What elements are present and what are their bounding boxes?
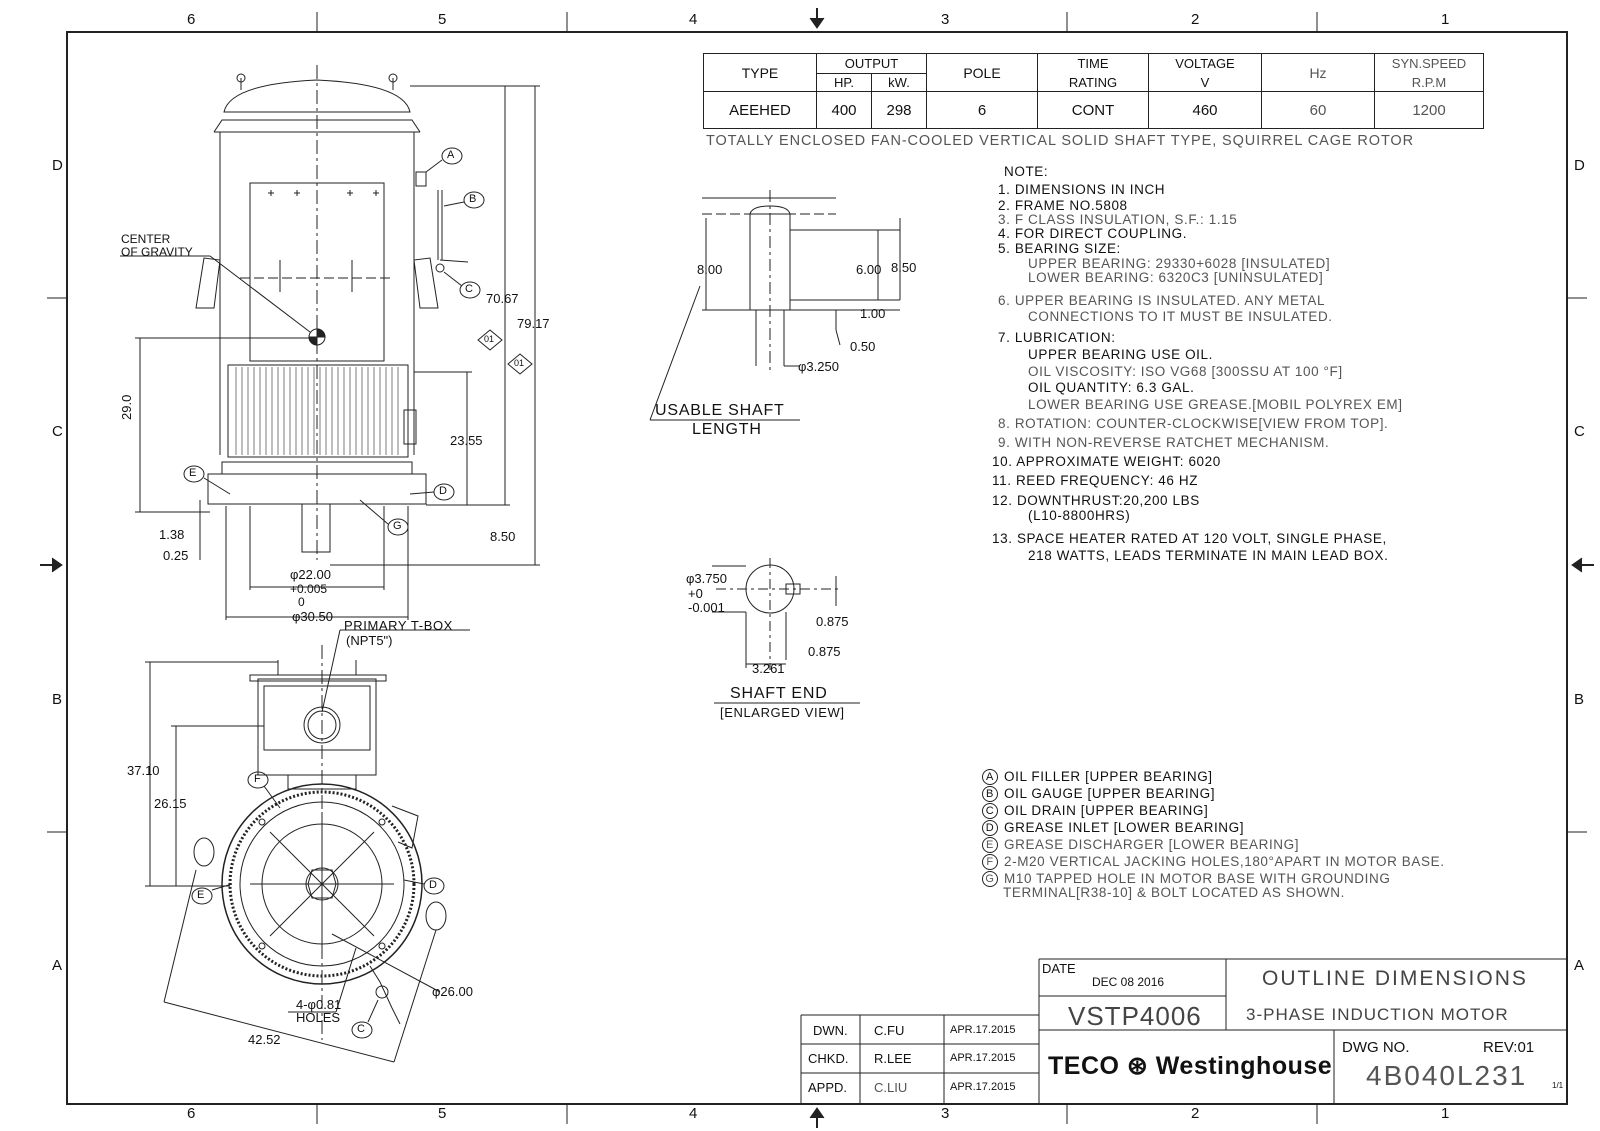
zone-right-c: C [1574, 423, 1585, 440]
shaft-dim-0-50: 0.50 [850, 339, 876, 354]
zone-top-6: 6 [187, 11, 196, 28]
legend-e: E GREASE DISCHARGER [LOWER BEARING] [982, 837, 1299, 853]
shaft-end-tol-1: +0 [688, 586, 703, 601]
spec-table [703, 53, 1484, 129]
note-2: 2. FRAME NO.5808 [998, 198, 1128, 213]
zone-left-b: B [52, 691, 63, 708]
note-11: 11. REED FREQUENCY: 46 HZ [992, 473, 1199, 488]
spec-header-voltage-2: V [1149, 74, 1262, 92]
spec-header-time-1: TIME [1038, 54, 1149, 74]
usable-shaft-length: LENGTH [692, 421, 762, 438]
shaft-dim-1-00: 1.00 [860, 306, 886, 321]
zone-top-1: 1 [1441, 11, 1450, 28]
dim-tol-plus: +0.005 [290, 582, 328, 596]
chkd-date: APR.17.2015 [950, 1052, 1016, 1064]
dim-79-17: 79.17 [517, 316, 550, 331]
dim-8-50: 8.50 [490, 529, 516, 544]
shaft-end-subtitle: [ENLARGED VIEW] [720, 705, 845, 720]
revision: REV:01 [1483, 1039, 1535, 1056]
dwn-role: DWN. [813, 1023, 848, 1038]
zone-top-2: 2 [1191, 11, 1200, 28]
dwn-name: C.FU [874, 1023, 905, 1038]
holes-label-1: 4-φ0.81 [296, 997, 342, 1012]
shaft-dim-8-50: 8.50 [891, 260, 917, 275]
zone-right-b: B [1574, 691, 1585, 708]
holes-label-2: HOLES [296, 1010, 341, 1025]
dim-0-25: 0.25 [163, 548, 189, 563]
zone-bottom-5: 5 [438, 1105, 447, 1122]
spec-type: AEEHED [704, 92, 817, 129]
tag-a: A [447, 149, 455, 161]
spec-header-voltage-1: VOLTAGE [1149, 54, 1262, 74]
dim-29-0: 29.0 [119, 394, 134, 420]
appd-name: C.LIU [874, 1080, 908, 1095]
zone-top-5: 5 [438, 11, 447, 28]
shaft-end-key-b: 0.875 [808, 644, 841, 659]
cg-label-1: CENTER [121, 232, 171, 246]
appd-date: APR.17.2015 [950, 1081, 1016, 1093]
shaft-dim-6-00: 6.00 [856, 262, 882, 277]
note-3: 3. F CLASS INSULATION, S.F.: 1.15 [998, 212, 1238, 227]
tag-d: D [439, 485, 447, 497]
legend-a: A OIL FILLER [UPPER BEARING] [982, 769, 1213, 785]
legend-d: D GREASE INLET [LOWER BEARING] [982, 820, 1244, 836]
spec-header-output: OUTPUT [817, 54, 927, 74]
spec-header-speed-1: SYN.SPEED [1375, 54, 1484, 74]
tag-b: B [469, 193, 477, 205]
tag-f: F [254, 773, 261, 785]
note-13: 13. SPACE HEATER RATED AT 120 VOLT, SINGLE PHASE, [992, 531, 1387, 546]
zone-left-d: D [52, 157, 63, 174]
shaft-dim-8-00: 8.00 [697, 262, 723, 277]
chkd-role: CHKD. [808, 1051, 849, 1066]
dim-22-00: φ22.00 [290, 567, 331, 582]
dwn-date: APR.17.2015 [950, 1024, 1016, 1036]
shaft-end-tol-2: -0.001 [688, 600, 725, 615]
tag-d-plan: D [429, 879, 437, 891]
dim-70-67: 70.67 [486, 291, 519, 306]
dim-1-38: 1.38 [159, 527, 185, 542]
dim-42-52: 42.52 [248, 1032, 281, 1047]
spec-header-pole: POLE [927, 54, 1038, 92]
brand-logo: TECO ⊛ Westinghouse [1048, 1052, 1333, 1080]
datum-01-b: 01 [514, 358, 525, 368]
spec-header-kw: kW. [872, 74, 927, 92]
tag-e-plan: E [197, 889, 205, 901]
date-value: DEC 08 2016 [1092, 975, 1165, 989]
dwg-no-label: DWG NO. [1342, 1039, 1410, 1056]
legend-g: G M10 TAPPED HOLE IN MOTOR BASE WITH GROUNDING [982, 871, 1390, 887]
dim-23-55: 23.55 [450, 433, 483, 448]
date-label: DATE [1042, 961, 1076, 976]
note-7-oil: UPPER BEARING USE OIL. [1028, 347, 1213, 362]
note-10: 10. APPROXIMATE WEIGHT: 6020 [992, 454, 1221, 469]
spec-pole: 6 [927, 92, 1038, 129]
zone-bottom-3: 3 [941, 1105, 950, 1122]
legend-c: C OIL DRAIN [UPPER BEARING] [982, 803, 1208, 819]
zone-bottom-1: 1 [1441, 1105, 1450, 1122]
note-7-grease: LOWER BEARING USE GREASE.[MOBIL POLYREX EM] [1028, 397, 1403, 412]
tag-c: C [465, 283, 473, 295]
shaft-end-key-a: 0.875 [816, 614, 849, 629]
note-1: 1. DIMENSIONS IN INCH [998, 182, 1166, 197]
shaft-end-dia: φ3.750 [686, 571, 727, 586]
legend-b: B OIL GAUGE [UPPER BEARING] [982, 786, 1215, 802]
spec-header-type: TYPE [704, 54, 817, 92]
tbox-label: PRIMARY T-BOX [344, 618, 453, 633]
drawing-number: 4B040L231 [1366, 1060, 1528, 1091]
note-5-lower: LOWER BEARING: 6320C3 [UNINSULATED] [1028, 270, 1324, 285]
dim-26-00: φ26.00 [432, 984, 473, 999]
note-5: 5. BEARING SIZE: [998, 241, 1121, 256]
spec-hz: 60 [1262, 92, 1375, 129]
tbox-npt: (NPT5") [346, 633, 393, 648]
dim-26-15: 26.15 [154, 796, 187, 811]
dim-tol-zero: 0 [298, 595, 305, 609]
tag-c-plan: C [357, 1023, 365, 1035]
spec-header-hp: HP. [817, 74, 872, 92]
chkd-name: R.LEE [874, 1051, 912, 1066]
zone-top-3: 3 [941, 11, 950, 28]
tag-e: E [189, 467, 197, 479]
zone-top-4: 4 [689, 11, 698, 28]
zone-right-a: A [1574, 957, 1585, 974]
note-13-cont: 218 WATTS, LEADS TERMINATE IN MAIN LEAD BOX. [1028, 548, 1389, 563]
spec-voltage: 460 [1149, 92, 1262, 129]
note-12: 12. DOWNTHRUST:20,200 LBS [992, 493, 1200, 508]
note-6: 6. UPPER BEARING IS INSULATED. ANY METAL [998, 293, 1326, 308]
shaft-end-title: SHAFT END [730, 685, 828, 702]
legend-g-cont: TERMINAL[R38-10] & BOLT LOCATED AS SHOWN. [1003, 885, 1345, 900]
note-9: 9. WITH NON-REVERSE RATCHET MECHANISM. [998, 435, 1330, 450]
zone-right-d: D [1574, 157, 1585, 174]
zone-bottom-4: 4 [689, 1105, 698, 1122]
datum-01-a: 01 [484, 334, 495, 344]
notes-title: NOTE: [1004, 164, 1049, 179]
spec-time-rating: CONT [1038, 92, 1149, 129]
note-5-upper: UPPER BEARING: 29330+6028 [INSULATED] [1028, 256, 1331, 271]
zone-bottom-2: 2 [1191, 1105, 1200, 1122]
motor-description: TOTALLY ENCLOSED FAN-COOLED VERTICAL SOLID SHAFT TYPE, SQUIRREL CAGE ROTOR [706, 133, 1414, 149]
note-7-viscosity: OIL VISCOSITY: ISO VG68 [300SSU AT 100 °F] [1028, 364, 1343, 379]
shaft-dim-3-250: φ3.250 [798, 359, 839, 374]
shaft-end-3261: 3.261 [752, 661, 785, 676]
usable-shaft-label: USABLE SHAFT [655, 402, 785, 419]
note-4: 4. FOR DIRECT COUPLING. [998, 226, 1188, 241]
note-7: 7. LUBRICATION: [998, 330, 1116, 345]
note-12-cont: (L10-8800HRS) [1028, 508, 1131, 523]
note-7-quantity: OIL QUANTITY: 6.3 GAL. [1028, 380, 1195, 395]
spec-kw: 298 [872, 92, 927, 129]
drawing-title-2: 3-PHASE INDUCTION MOTOR [1246, 1005, 1509, 1024]
spec-header-hz: Hz [1262, 54, 1375, 92]
zone-bottom-6: 6 [187, 1105, 196, 1122]
dim-30-50: φ30.50 [292, 609, 333, 624]
model-number: VSTP4006 [1068, 1001, 1202, 1031]
legend-f: F 2-M20 VERTICAL JACKING HOLES,180°APART IN MOTOR BASE. [982, 854, 1445, 870]
note-8: 8. ROTATION: COUNTER-CLOCKWISE[VIEW FROM TOP]. [998, 416, 1389, 431]
appd-role: APPD. [808, 1080, 848, 1095]
cg-label-2: OF GRAVITY [121, 245, 193, 259]
spec-syn-speed: 1200 [1375, 92, 1484, 129]
zone-left-c: C [52, 423, 63, 440]
note-6-cont: CONNECTIONS TO IT MUST BE INSULATED. [1028, 309, 1333, 324]
spec-header-speed-2: R.P.M [1375, 74, 1484, 92]
spec-header-time-2: RATING [1038, 74, 1149, 92]
dim-37-10: 37.10 [127, 763, 160, 778]
zone-left-a: A [52, 957, 63, 974]
spec-hp: 400 [817, 92, 872, 129]
drawing-title-1: OUTLINE DIMENSIONS [1262, 967, 1528, 990]
tag-g: G [393, 520, 402, 532]
sheet-number: 1/1 [1552, 1081, 1564, 1090]
